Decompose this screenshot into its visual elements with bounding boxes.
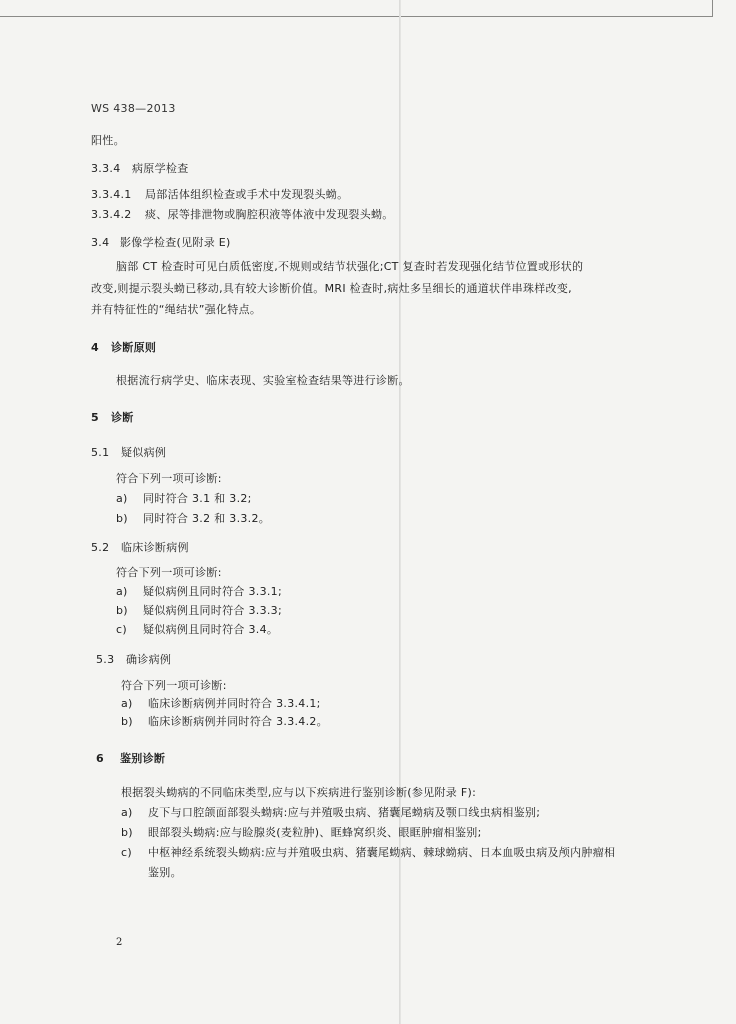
section-number: 6 — [96, 752, 104, 765]
item-label: c) — [121, 846, 132, 859]
item-text: 皮下与口腔颌面部裂头蚴病:应与并殖吸虫病、猪囊尾蚴病及颚口线虫病相鉴别; — [148, 806, 541, 819]
section-3-3-4-heading — [91, 162, 189, 176]
section-number: 4 — [91, 341, 99, 354]
section-6-item-b — [121, 826, 482, 840]
section-5-3-item-a — [121, 697, 321, 711]
standard-code: WS 438—2013 — [91, 102, 176, 115]
section-number: 5.1 — [91, 446, 110, 459]
section-6-item-c-continued: 鉴别。 — [148, 866, 182, 879]
section-title: 诊断原则 — [111, 341, 157, 354]
item-text: 眼部裂头蚴病:应与睑腺炎(麦粒肿)、眶蜂窝织炎、眼眶肿瘤相鉴别; — [148, 826, 482, 839]
section-5-1-item-a — [116, 492, 252, 506]
section-title: 临床诊断病例 — [121, 541, 189, 554]
section-number: 3.3.4 — [91, 162, 121, 175]
section-5-2-intro: 符合下列一项可诊断: — [116, 566, 222, 579]
section-4-heading — [91, 341, 156, 355]
section-3-4-heading — [91, 236, 231, 250]
section-number: 5.2 — [91, 541, 110, 554]
section-number: 3.3.4.1 — [91, 188, 132, 201]
section-5-2-item-a — [116, 585, 282, 599]
section-5-3-heading — [96, 653, 171, 667]
section-3-4-paragraph-line-1: 脑部 CT 检查时可见白质低密度,不规则或结节状强化;CT 复查时若发现强化结节位置或形状的 — [116, 260, 584, 273]
section-6-intro: 根据裂头蚴病的不同临床类型,应与以下疾病进行鉴别诊断(参见附录 F): — [121, 786, 477, 799]
section-number: 5 — [91, 411, 99, 424]
section-number: 3.4 — [91, 236, 110, 249]
section-number: 3.3.4.2 — [91, 208, 132, 221]
item-text: 疑似病例且同时符合 3.3.3; — [143, 604, 282, 617]
section-5-3-intro: 符合下列一项可诊断: — [121, 679, 227, 692]
page-number: 2 — [116, 937, 123, 948]
section-title: 病原学检查 — [132, 162, 189, 175]
item-text: 临床诊断病例并同时符合 3.3.4.2。 — [148, 715, 328, 728]
section-3-4-paragraph-line-2: 改变,则提示裂头蚴已移动,具有较大诊断价值。MRI 检查时,病灶多呈细长的通道状伴串珠样改变, — [91, 282, 572, 295]
item-label: a) — [116, 492, 128, 505]
paragraph-positive: 阳性。 — [91, 134, 125, 147]
section-text: 痰、尿等排泄物或胸腔积液等体液中发现裂头蚴。 — [145, 208, 394, 221]
section-5-2-heading — [91, 541, 189, 555]
section-6-heading — [96, 752, 165, 766]
section-number: 5.3 — [96, 653, 115, 666]
item-label: b) — [121, 715, 133, 728]
item-label: a) — [121, 806, 133, 819]
item-text: 临床诊断病例并同时符合 3.3.4.1; — [148, 697, 321, 710]
section-3-3-4-2 — [91, 208, 394, 222]
section-title: 鉴别诊断 — [120, 752, 166, 765]
item-label: a) — [121, 697, 133, 710]
section-5-2-item-c — [116, 623, 278, 637]
section-3-4-paragraph-line-3: 并有特征性的“绳结状”强化特点。 — [91, 303, 262, 316]
section-5-1-item-b — [116, 512, 270, 526]
section-5-2-item-b — [116, 604, 282, 618]
item-text: 疑似病例且同时符合 3.4。 — [143, 623, 279, 636]
section-3-3-4-1 — [91, 188, 348, 202]
item-text: 疑似病例且同时符合 3.3.1; — [143, 585, 282, 598]
page-fold-line — [399, 0, 401, 1024]
item-label: a) — [116, 585, 128, 598]
item-label: b) — [121, 826, 133, 839]
item-label: b) — [116, 604, 128, 617]
section-title: 确诊病例 — [126, 653, 172, 666]
item-text: 同时符合 3.1 和 3.2; — [143, 492, 252, 505]
section-title: 影像学检查(见附录 E) — [120, 236, 231, 249]
item-label: b) — [116, 512, 128, 525]
section-5-3-item-b — [121, 715, 328, 729]
section-5-heading — [91, 411, 134, 425]
section-4-paragraph: 根据流行病学史、临床表现、实验室检查结果等进行诊断。 — [116, 374, 410, 387]
scan-edge-corner — [712, 0, 713, 17]
section-6-item-c — [121, 846, 615, 860]
item-text: 同时符合 3.2 和 3.3.2。 — [143, 512, 271, 525]
section-5-1-heading — [91, 446, 166, 460]
section-6-item-a — [121, 806, 540, 820]
item-text: 中枢神经系统裂头蚴病:应与并殖吸虫病、猪囊尾蚴病、棘球蚴病、日本血吸虫病及颅内肿瘤相 — [148, 846, 616, 859]
section-5-1-intro: 符合下列一项可诊断: — [116, 472, 222, 485]
section-text: 局部活体组织检查或手术中发现裂头蚴。 — [145, 188, 349, 201]
item-label: c) — [116, 623, 127, 636]
section-title: 诊断 — [111, 411, 134, 424]
scan-edge-line — [0, 16, 712, 17]
section-title: 疑似病例 — [121, 446, 167, 459]
